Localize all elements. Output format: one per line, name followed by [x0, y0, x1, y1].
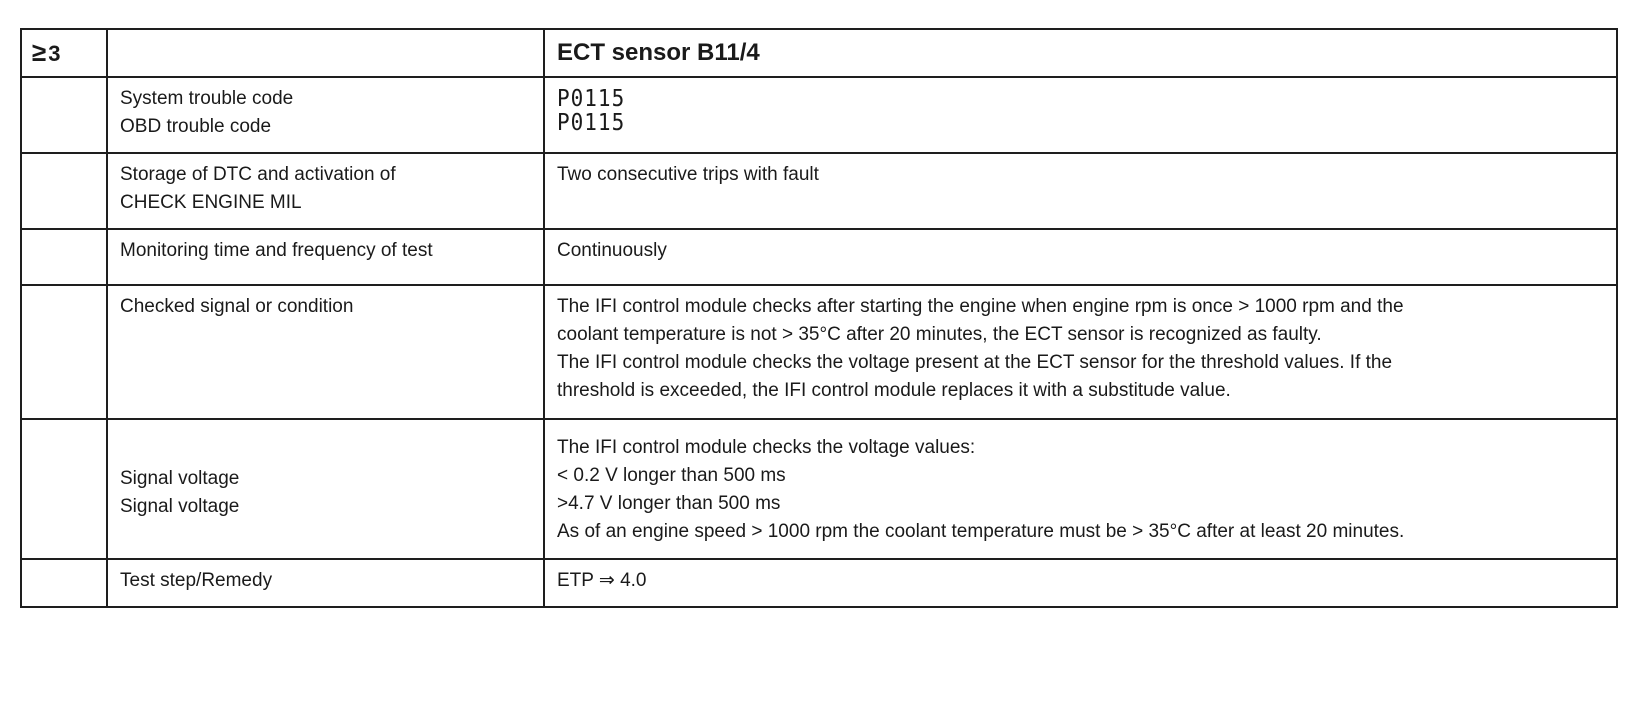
- label-storage-line-2: CHECK ENGINE MIL: [120, 192, 302, 213]
- row-index-cell: [21, 285, 107, 419]
- row-index-cell: [21, 153, 107, 229]
- label-system-trouble-code: System trouble code: [120, 88, 294, 109]
- row-label-cell: [107, 77, 544, 153]
- table-row-trouble-codes: [21, 77, 1617, 153]
- value-signal-line-2: < 0.2 V longer than 500 ms: [557, 465, 786, 486]
- label-signal-voltage-1: Signal voltage: [120, 467, 240, 489]
- row-label-cell: [107, 419, 544, 559]
- row-label-cell: [107, 285, 544, 419]
- value-storage: Two consecutive trips with fault: [557, 164, 819, 185]
- header-row: [21, 29, 1617, 77]
- row-value-cell: [544, 77, 1617, 153]
- row-value-cell: [544, 153, 1617, 229]
- row-label-cell: [107, 559, 544, 607]
- value-checked-line-4: threshold is exceeded, the IFI control module replaces it with a substitude value.: [557, 380, 1231, 401]
- title-cell: [544, 29, 1617, 77]
- value-signal-line-4: As of an engine speed > 1000 rpm the coolant temperature must be > 35°C after at least 20 minutes.: [557, 521, 1405, 542]
- table-row-test-step: [21, 559, 1617, 607]
- step-marker: [22, 38, 106, 68]
- row-index-cell: [21, 559, 107, 607]
- row-index-cell: [21, 229, 107, 285]
- value-checked-line-3: The IFI control module checks the voltage present at the ECT sensor for the threshold values. If the: [557, 352, 1393, 373]
- value-obd-trouble-code: P0115: [557, 109, 626, 136]
- diagnostic-table: [20, 28, 1618, 608]
- value-test-step: ETP ⇒ 4.0: [557, 570, 647, 591]
- value-system-trouble-code: P0115: [557, 85, 626, 112]
- step-marker-cell: [21, 29, 107, 77]
- value-checked-line-2: coolant temperature is not > 35°C after 20 minutes, the ECT sensor is recognized as faulty.: [557, 324, 1322, 345]
- label-obd-trouble-code: OBD trouble code: [120, 116, 272, 137]
- row-value-cell: [544, 559, 1617, 607]
- table-row-monitoring: [21, 229, 1617, 285]
- value-monitoring: Continuously: [557, 240, 667, 261]
- row-label-cell: [107, 229, 544, 285]
- label-signal-voltage-2: Signal voltage: [120, 495, 240, 517]
- value-signal-line-1: The IFI control module checks the voltage values:: [557, 437, 976, 458]
- row-index-cell: [21, 77, 107, 153]
- row-value-cell: [544, 285, 1617, 419]
- label-monitoring: Monitoring time and frequency of test: [120, 240, 433, 261]
- value-checked-line-1: The IFI control module checks after starting the engine when engine rpm is once > 1000 rpm and the: [557, 296, 1404, 317]
- step-marker-symbol: ≥: [32, 37, 47, 67]
- step-marker-number: 3: [48, 41, 61, 66]
- table-row-checked-signal: [21, 285, 1617, 419]
- table-row-storage: [21, 153, 1617, 229]
- page-title: ECT sensor B11/4: [557, 39, 760, 66]
- row-value-cell: [544, 229, 1617, 285]
- label-checked-signal: Checked signal or condition: [120, 296, 354, 317]
- row-value-cell: [544, 419, 1617, 559]
- label-storage-line-1: Storage of DTC and activation of: [120, 164, 396, 185]
- row-index-cell: [21, 419, 107, 559]
- label-test-step: Test step/Remedy: [120, 570, 273, 591]
- header-empty-cell: [107, 29, 544, 77]
- value-signal-line-3: >4.7 V longer than 500 ms: [557, 493, 781, 514]
- table-row-signal-voltage: [21, 419, 1617, 559]
- row-label-cell: [107, 153, 544, 229]
